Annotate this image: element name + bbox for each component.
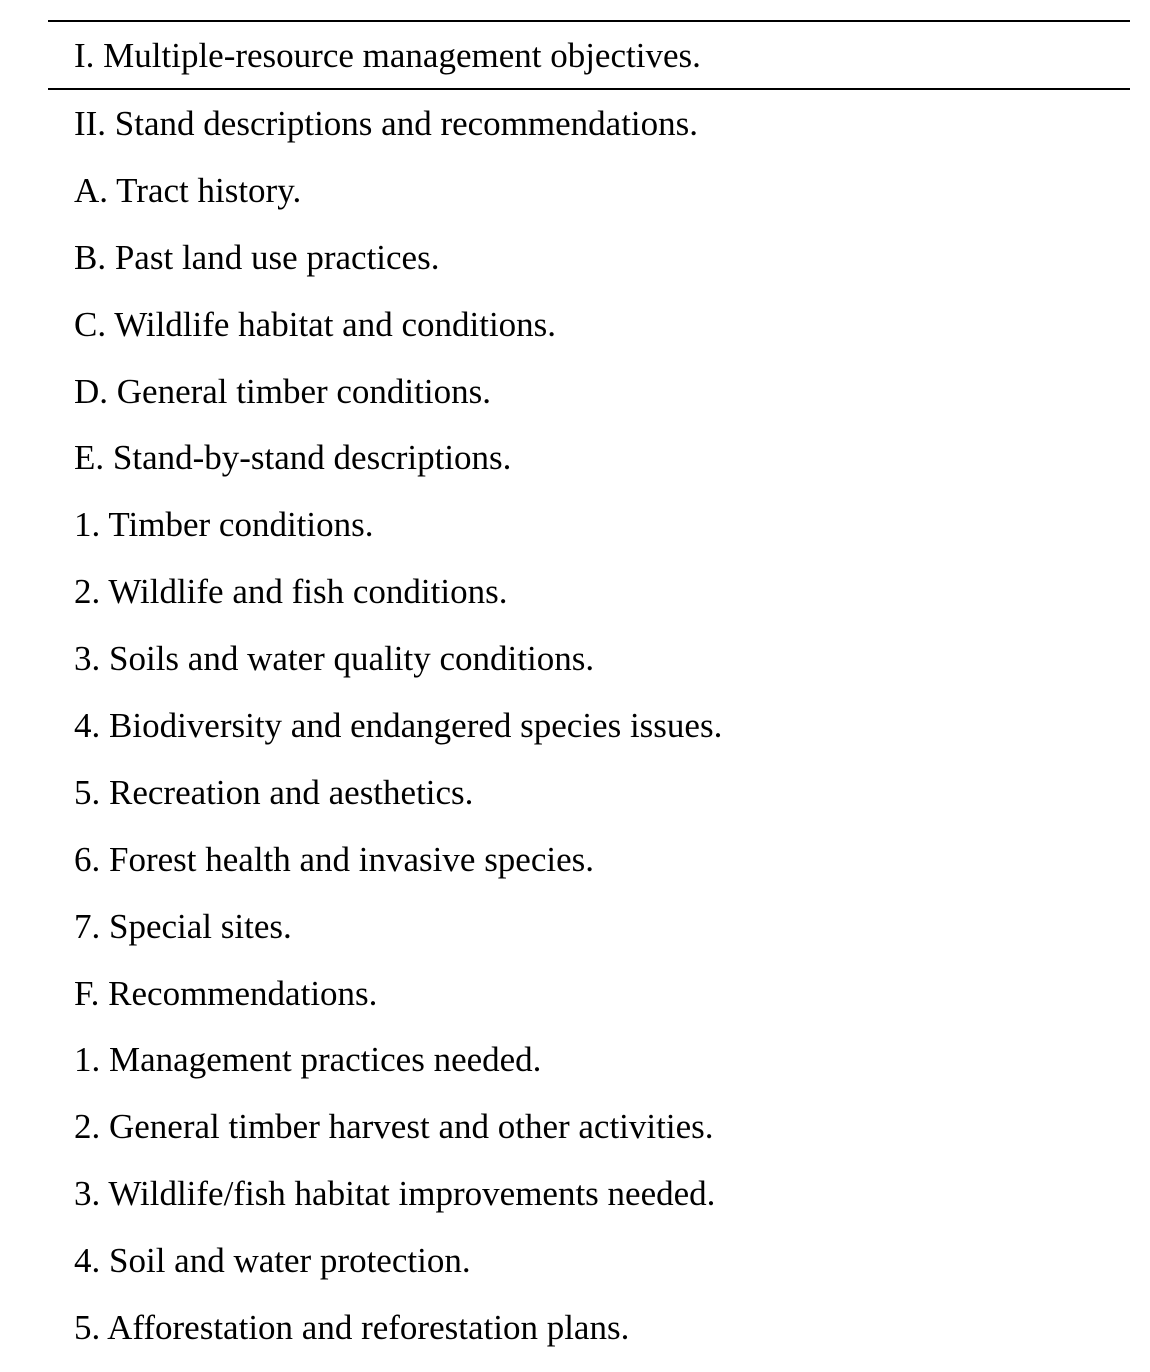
table-row: E. Stand-by-stand descriptions. (74, 438, 512, 478)
table-row: 5. Afforestation and reforestation plans. (74, 1308, 630, 1348)
table-header: I. Multiple-resource management objectives. (74, 36, 701, 75)
table-row: 7. Special sites. (74, 906, 292, 946)
table-header-rule (48, 88, 1130, 90)
table-row: 1. Timber conditions. (74, 505, 374, 545)
table-top-rule (48, 20, 1130, 22)
table-row: 2. Wildlife and fish conditions. (74, 572, 508, 612)
table-row: C. Wildlife habitat and conditions. (74, 304, 557, 344)
table-row: F. Recommendations. (74, 973, 378, 1013)
table-row: D. General timber conditions. (74, 371, 491, 411)
table-row: 4. Biodiversity and endangered species issues. (74, 706, 723, 746)
table-row: 4. Soil and water protection. (74, 1241, 471, 1281)
table-row: A. Tract history. (74, 170, 302, 210)
table-row: 3. Wildlife/fish habitat improvements needed. (74, 1174, 716, 1214)
table-row: B. Past land use practices. (74, 237, 440, 277)
table-body (74, 101, 722, 1372)
table-row: 3. Soils and water quality conditions. (74, 639, 595, 679)
table-row: 6. Forest health and invasive species. (74, 839, 595, 879)
table-row: 5. Recreation and aesthetics. (74, 772, 474, 812)
table-row: II. Stand descriptions and recommendations. (74, 104, 699, 143)
table-row: 2. General timber harvest and other activities. (74, 1107, 714, 1147)
table-row: 1. Management practices needed. (74, 1040, 542, 1080)
